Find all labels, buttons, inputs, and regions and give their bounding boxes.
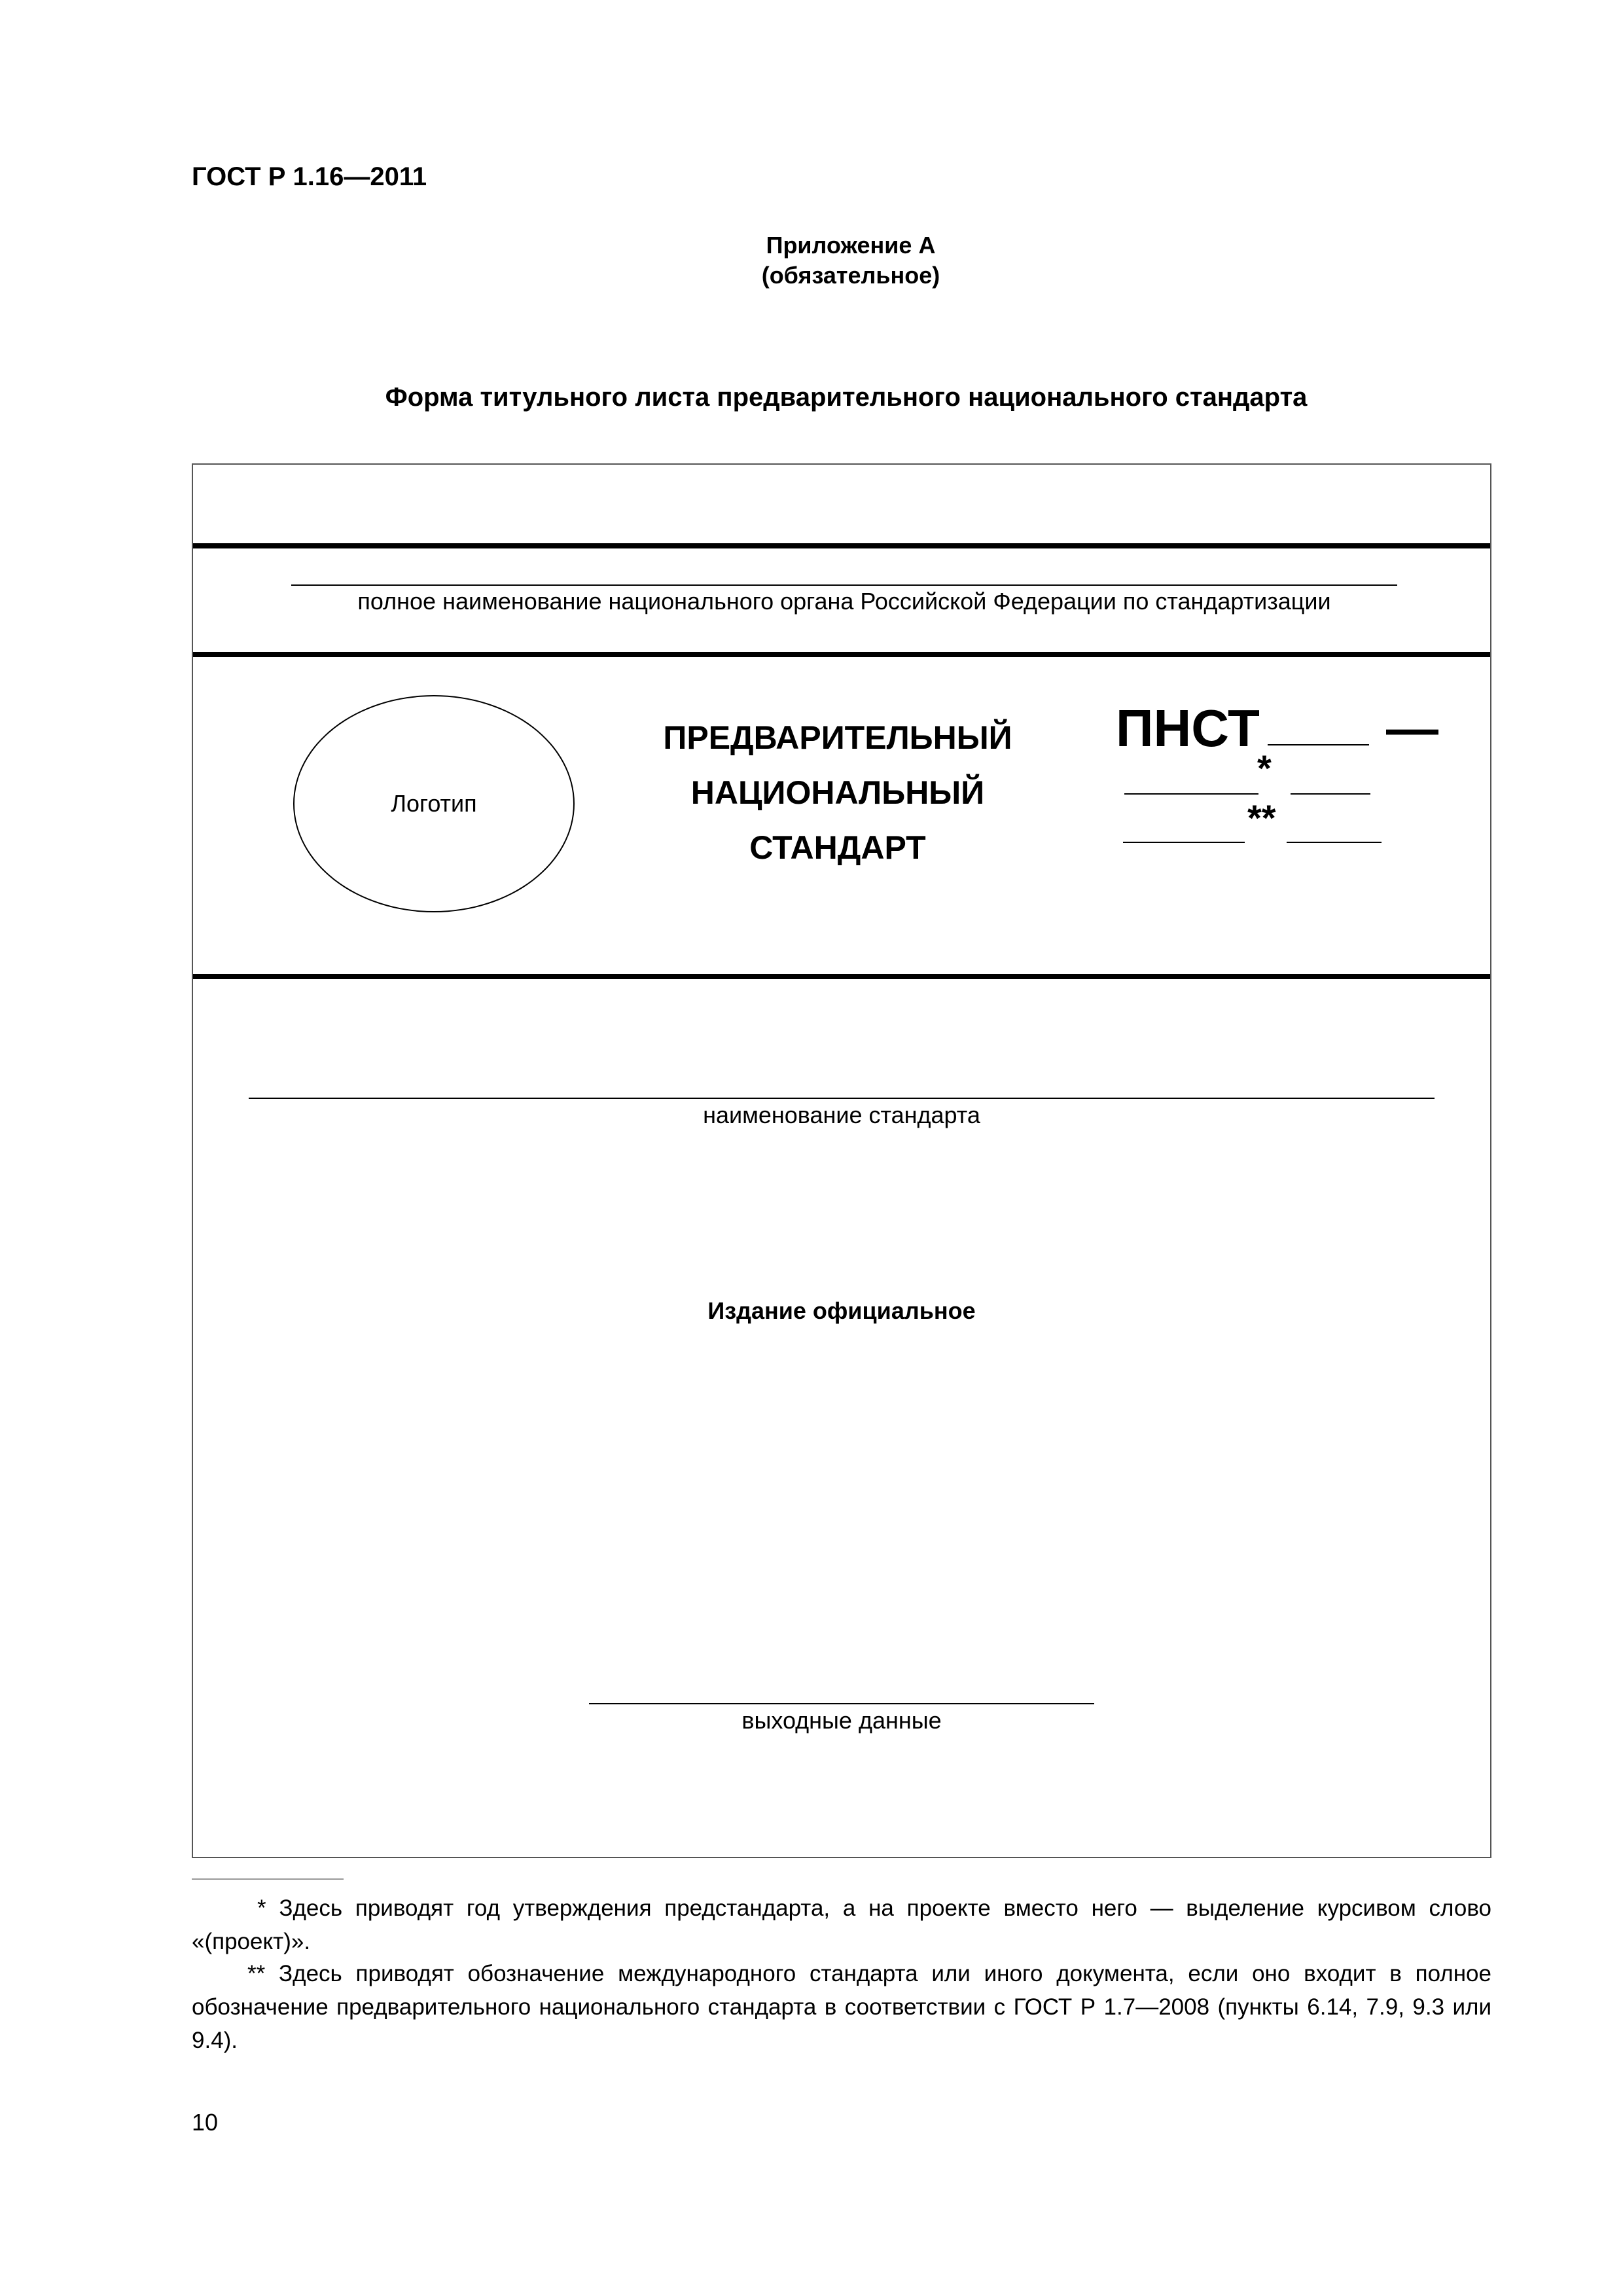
authority-underline — [291, 584, 1397, 586]
document-code: ГОСТ Р 1.16—2011 — [192, 162, 427, 191]
appendix-label: Приложение А — [766, 232, 936, 259]
standard-type-line: НАЦИОНАЛЬНЫЙ — [690, 774, 985, 811]
designation-blank-1a — [1124, 793, 1258, 795]
form-divider-top — [193, 543, 1490, 548]
designation-blank-2b — [1287, 842, 1382, 843]
footnote-separator — [192, 1878, 344, 1880]
designation-prefix: ПНСТ — [1116, 699, 1260, 757]
designation-number-blank — [1268, 744, 1369, 745]
form-divider-bottom — [193, 974, 1490, 979]
marker-intl: ** — [1247, 797, 1276, 838]
footnote-year: * Здесь приводят год утверждения предстандарта, а на проекте вместо него — выделение курсивом слово «(проект)». — [192, 1895, 1491, 1954]
designation-blank-2a — [1123, 842, 1245, 843]
official-edition-label: Издание официальное — [707, 1297, 976, 1324]
designation-blank-1b — [1291, 793, 1370, 795]
logo-label: Логотип — [391, 790, 477, 817]
form-title: Форма титульного листа предварительного национального стандарта — [385, 383, 1308, 412]
form-divider-middle — [193, 652, 1490, 657]
marker-year: * — [1257, 747, 1272, 789]
appendix-heading — [589, 230, 1113, 291]
standard-type-line: СТАНДАРТ — [749, 829, 926, 866]
output-data-caption: выходные данные — [741, 1707, 942, 1734]
designation-dash: — — [1386, 699, 1438, 757]
authority-caption: полное наименование национального органа Российской Федерации по стандартизации — [357, 588, 1331, 615]
standard-type-line: ПРЕДВАРИТЕЛЬНЫЙ — [663, 719, 1012, 756]
title-page-form — [192, 463, 1491, 1858]
logo-placeholder — [293, 695, 575, 912]
appendix-type: (обязательное) — [761, 262, 940, 289]
footnote-international: ** Здесь приводят обозначение международного стандарта или иного документа, если оно входит в полное обозначение предварительного национального стандарта в соответствии с ГОСТ Р 1.7—2008 (пункты 6.14, 7.9, 9.3 или 9.4). — [192, 1961, 1491, 2053]
page-number: 10 — [192, 2109, 219, 2136]
output-data-underline — [589, 1703, 1094, 1704]
standard-name-underline — [249, 1098, 1435, 1099]
standard-type-title — [628, 710, 1047, 875]
standard-name-caption: наименование стандарта — [703, 1102, 980, 1128]
